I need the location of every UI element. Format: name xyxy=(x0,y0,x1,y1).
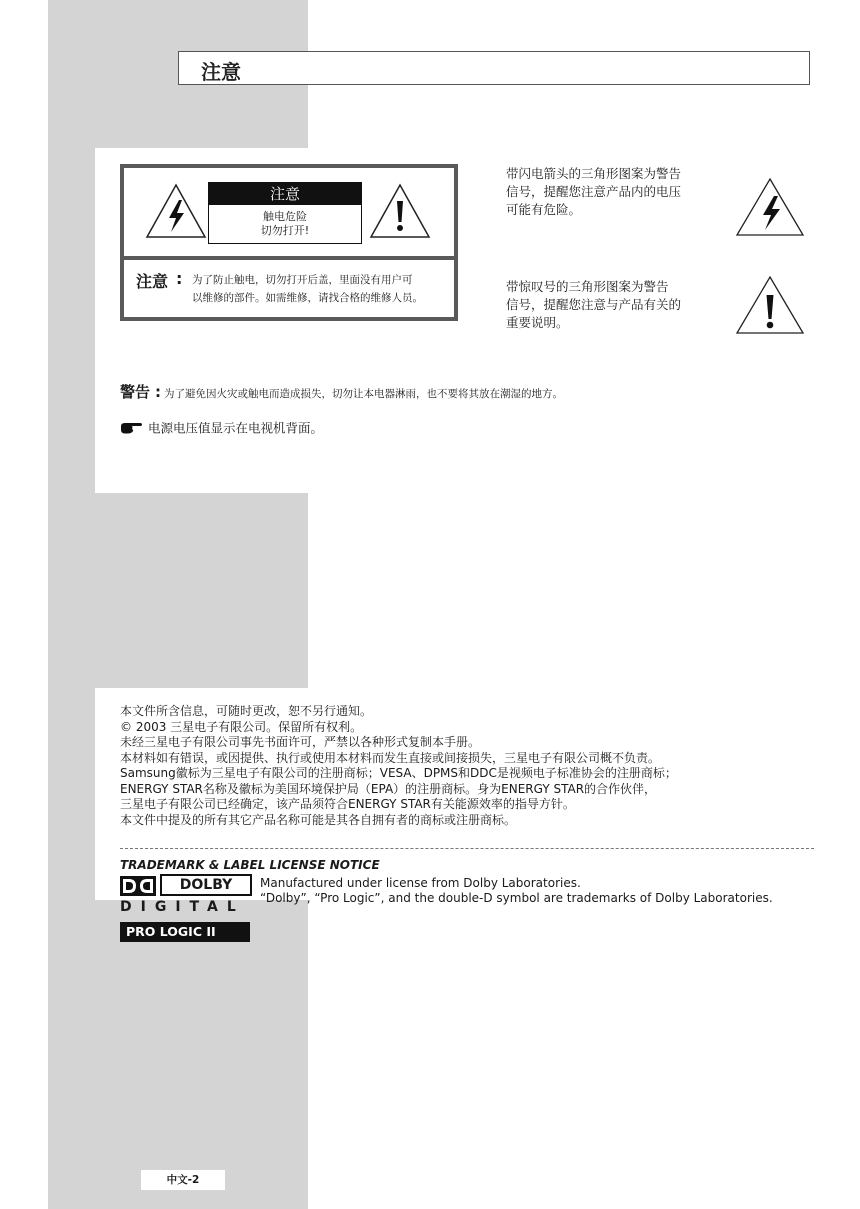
copyright-line: ENERGY STAR名称及徽标为美国环境保护局（EPA）的注册商标。身为ENERGY STAR的合作伙伴， xyxy=(120,781,657,796)
caution-note-colon: : xyxy=(176,269,183,288)
dolby-digital-pro-logic-logo xyxy=(120,874,253,946)
divider xyxy=(124,256,454,260)
license-line: “Dolby”, “Pro Logic”, and the double-D symbol are trademarks of Dolby Laboratories. xyxy=(260,890,773,905)
pointing-hand-icon xyxy=(120,422,142,434)
voltage-note-text: 电源电压值显示在电视机背面。 xyxy=(148,420,324,436)
exclamation-warning-triangle-icon xyxy=(734,274,806,336)
license-line: Manufactured under license from Dolby Laboratories. xyxy=(260,876,581,890)
caution-do-not-open-text: 切勿打开! xyxy=(260,224,310,237)
lightning-warning-triangle-icon xyxy=(144,182,208,240)
digital-wordmark: DIGITAL xyxy=(120,899,245,915)
page-number: 中文-2 xyxy=(141,1170,225,1190)
exclamation-warning-triangle-icon xyxy=(368,182,432,240)
dolby-wordmark: DOLBY xyxy=(160,874,252,896)
copyright-line: 未经三星电子有限公司事先书面许可，严禁以各种形式复制本手册。 xyxy=(120,735,481,749)
description-line: 信号，提醒您注意与产品有关的 xyxy=(506,297,682,312)
warning-word: 警告 xyxy=(120,383,151,401)
warning-text: 为了避免因火灾或触电而造成损失，切勿让本电器淋雨，也不要将其放在潮湿的地方。 xyxy=(164,388,564,400)
copyright-line: 本文件中提及的所有其它产品名称可能是其各自拥有者的商标或注册商标。 xyxy=(120,812,517,827)
lightning-symbol-description xyxy=(506,165,731,219)
warning-statement xyxy=(120,381,563,402)
warning-colon: : xyxy=(155,383,162,401)
description-line: 带惊叹号的三角形图案为警告 xyxy=(506,279,669,294)
copyright-line: Samsung徽标为三星电子有限公司的注册商标；VESA、DPMS和DDC是视频电子标准协会的注册商标； xyxy=(120,766,677,780)
copyright-line: 本材料如有错误，或因提供、执行或使用本材料而发生直接或间接损失，三星电子有限公司概不负责。 xyxy=(120,750,661,765)
exclamation-symbol-description xyxy=(506,278,731,332)
caution-note-line-1: 为了防止触电，切勿打开后盖，里面没有用户可 xyxy=(192,274,413,286)
dolby-license-text xyxy=(260,876,773,905)
caution-label-box xyxy=(120,164,458,321)
description-line: 可能有危险。 xyxy=(506,202,582,217)
description-line: 重要说明。 xyxy=(506,315,569,330)
description-line: 带闪电箭头的三角形图案为警告 xyxy=(506,166,682,181)
copyright-line: 三星电子有限公司已经确定，该产品须符合ENERGY STAR有关能源效率的指导方针。 xyxy=(120,797,575,811)
copyright-line: © 2003 三星电子有限公司。保留所有权利。 xyxy=(120,719,363,734)
caution-label xyxy=(208,182,362,244)
dashed-divider xyxy=(120,848,814,849)
title-box xyxy=(178,51,810,85)
voltage-note xyxy=(120,417,323,437)
copyright-line: 本文件所含信息，可随时更改，恕不另行通知。 xyxy=(120,704,373,718)
caution-note-word: 注意 xyxy=(136,272,169,291)
pro-logic-wordmark: PRO LOGIC II xyxy=(120,922,250,942)
lightning-warning-triangle-icon xyxy=(734,176,806,238)
caution-shock-text: 触电危险 xyxy=(263,210,307,223)
trademark-notice-title: TRADEMARK & LABEL LICENSE NOTICE xyxy=(120,858,380,872)
double-d-icon xyxy=(120,876,156,896)
page-title: 注意 xyxy=(201,60,241,84)
copyright-block xyxy=(120,704,677,828)
description-line: 信号，提醒您注意产品内的电压 xyxy=(506,184,682,199)
caution-note-line-2: 以维修的部件。如需维修，请找合格的维修人员。 xyxy=(192,292,423,304)
caution-heading: 注意 xyxy=(209,183,361,205)
